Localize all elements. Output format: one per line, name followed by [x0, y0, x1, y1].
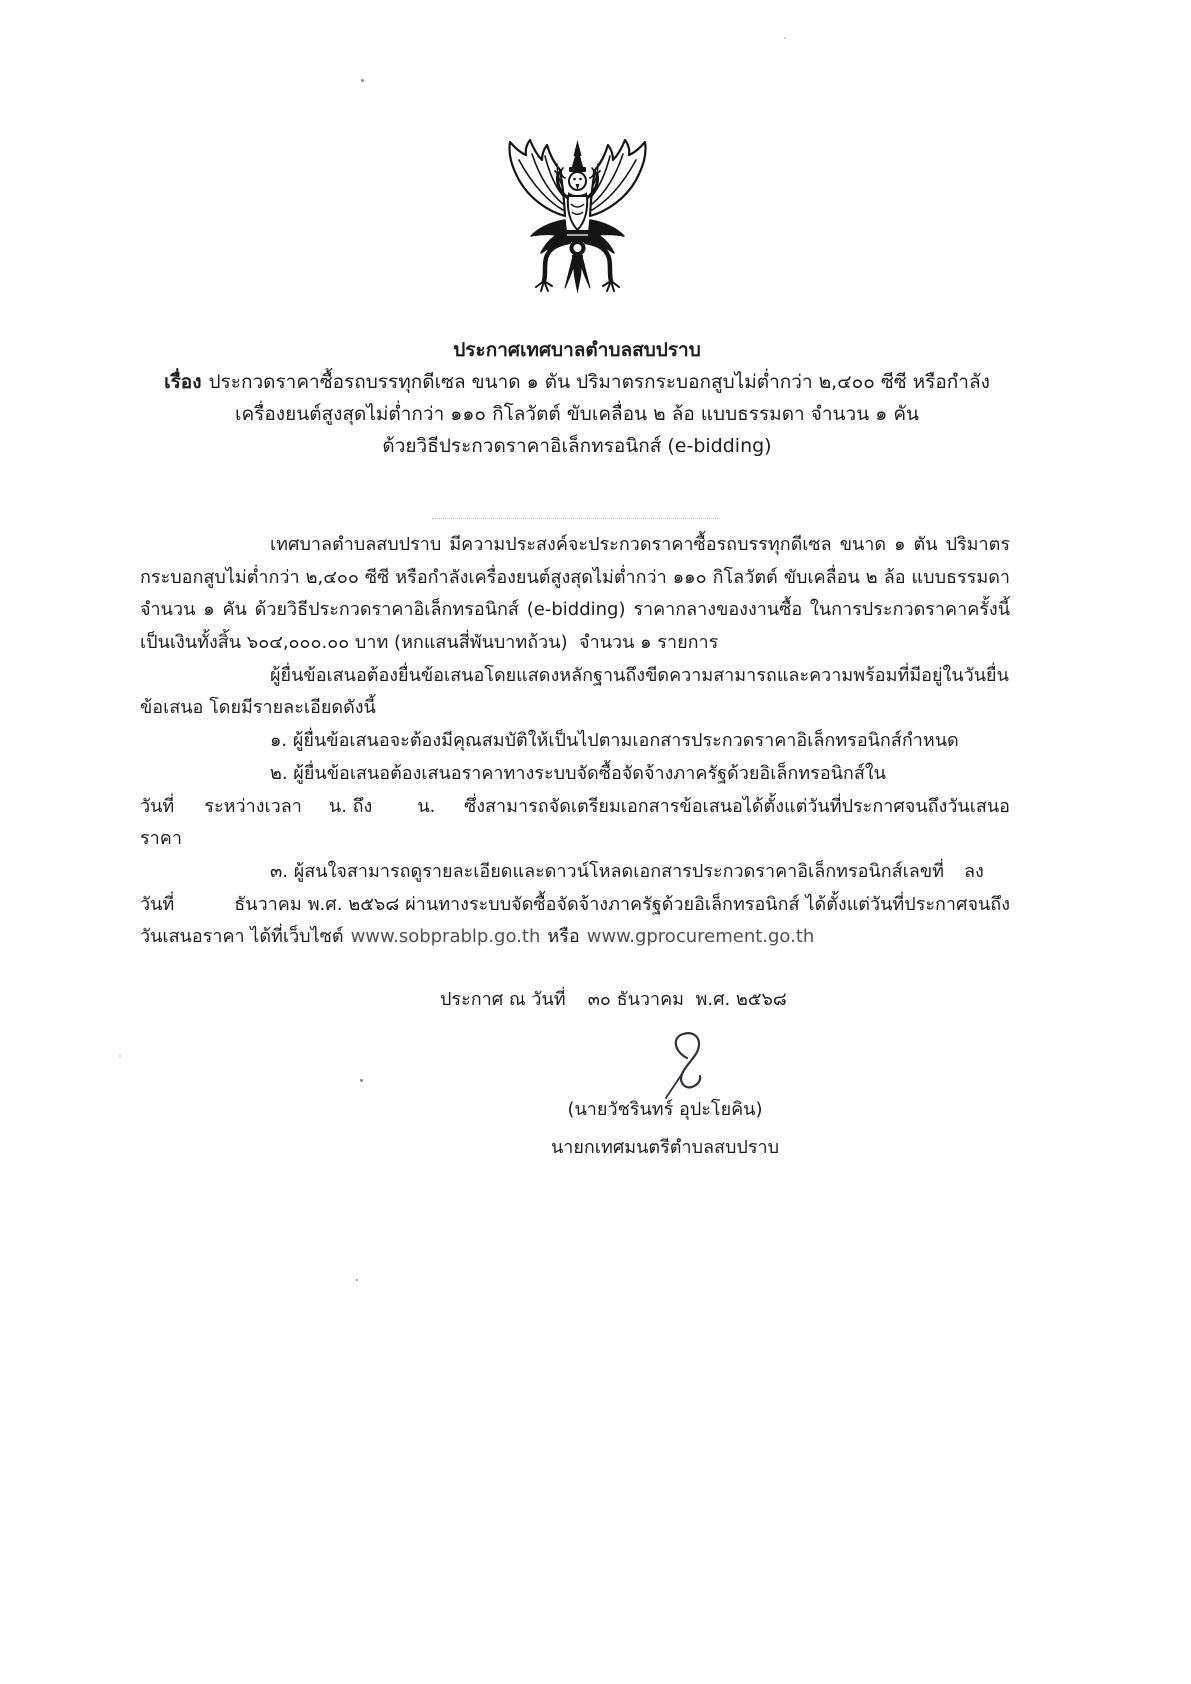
garuda-right-half: [580, 140, 646, 291]
intro-line: จำนวน ๑ คัน ด้วยวิธีประกวดราคาอิเล็กทรอนิกส์ (e-bidding) ราคากลางของงานซื้อ ในการประกวดราคาครั้งนี้: [140, 599, 1010, 621]
time-to-label: น. ถึง: [328, 795, 373, 817]
signatory-name: (นายวัชรินทร์ อุปะโยคิน): [567, 1099, 763, 1120]
scan-speck: [356, 1279, 358, 1281]
signatory-block: [540, 1091, 790, 1167]
garuda-left-half: [509, 140, 575, 291]
signatory-position: นายกเทศมนตรีตำบลสบปราบ: [550, 1137, 780, 1158]
intro-line: เป็นเงินทั้งสิ้น ๖๐๔,๐๐๐.๐๐ บาท (หกแสนสี่พันบาทถ้วน) จำนวน ๑ รายการ: [140, 632, 719, 654]
subject-line: [140, 366, 1014, 398]
garuda-emblem: [505, 138, 650, 303]
date-label: วันที่: [140, 893, 175, 915]
document-number-label: ๓. ผู้สนใจสามารถดูรายละเอียดและดาวน์โหลดเอกสารประกวดราคาอิเล็กทรอนิกส์เลขที่: [270, 860, 945, 882]
intro-line: กระบอกสูบไม่ต่ำกว่า ๒,๔๐๐ ซีซี หรือกำลังเครื่องยนต์สูงสุดไม่ต่ำกว่า ๑๑๐ กิโลวัตต์ ขับเคลื่อน ๒ ล้อ แบบธรรมดา: [140, 566, 1010, 588]
requirements-line: ข้อเสนอ โดยมีรายละเอียดดังนี้: [140, 697, 376, 719]
date-label: วันที่: [140, 795, 175, 817]
item-3-date-line: [140, 889, 1010, 922]
subject-line: ด้วยวิธีประกวดราคาอิเล็กทรอนิกส์ (e-bidding): [382, 435, 772, 457]
subject-text: ประกวดราคาซื้อรถบรรทุกดีเซล ขนาด ๑ ตัน ปริมาตรกระบอกสูบไม่ต่ำกว่า ๒,๔๐๐ ซีซี หรือกำลัง: [208, 371, 990, 393]
separator-line: [432, 518, 720, 519]
download-period-text: ธันวาคม พ.ศ. ๒๕๖๘ ผ่านทางระบบจัดซื้อจัดจ้างภาครัฐด้วยอิเล็กทรอนิกส์ ได้ตั้งแต่วันที่ประกาศจนถึง: [234, 893, 1010, 915]
announcement-body: [140, 529, 1010, 954]
announced-date: ๓๐ ธันวาคม พ.ศ. ๒๕๖๘: [587, 989, 787, 1010]
dated-label: ลง: [964, 860, 984, 882]
announcement-header: [140, 334, 1014, 462]
scan-speck: [784, 37, 786, 39]
subject-label: เรื่อง: [164, 371, 202, 393]
item-3-website-line: [140, 921, 1010, 954]
item-1-line: ๑. ผู้ยื่นข้อเสนอจะต้องมีคุณสมบัติให้เป็นไปตามเอกสารประกวดราคาอิเล็กทรอนิกส์กำหนด: [270, 730, 959, 752]
subject-line: เครื่องยนต์สูงสุดไม่ต่ำกว่า ๑๑๐ กิโลวัตต์ ขับเคลื่อน ๒ ล้อ แบบธรรมดา จำนวน ๑ คัน: [234, 403, 920, 425]
item-2-schedule-line: [140, 791, 1010, 824]
time-range-label: ระหว่างเวลา: [204, 795, 302, 817]
item-2-line: ๒. ผู้ยื่นข้อเสนอต้องเสนอราคาทางระบบจัดซื้อจัดจ้างภาครัฐด้วยอิเล็กทรอนิกส์ใน: [270, 762, 886, 784]
or-label: หรือ: [547, 926, 580, 948]
schedule-text: น. ซึ่งสามารถจัดเตรียมเอกสารข้อเสนอได้ตั้งแต่วันที่ประกาศจนถึงวันเสนอ: [417, 795, 1010, 817]
announcement-date: [440, 984, 787, 1016]
garuda-center: [561, 140, 594, 294]
scan-speck: [360, 1079, 363, 1082]
requirements-line: ผู้ยื่นข้อเสนอต้องยื่นข้อเสนอโดยแสดงหลักฐานถึงขีดความสามารถและความพร้อมที่มีอยู่ในวันยื่น: [270, 664, 1009, 686]
page-title: ประกาศเทศบาลตำบลสบปราบ: [453, 339, 701, 361]
scan-speck: [361, 79, 364, 82]
website-label: วันเสนอราคา ได้ที่เว็บไซต์: [140, 926, 344, 948]
gprocurement-website: www.gprocurement.go.th: [586, 926, 815, 948]
announced-label: ประกาศ ณ วันที่: [440, 989, 566, 1010]
item-3-line: [140, 856, 1010, 889]
municipality-website: www.sobprablp.go.th: [350, 926, 541, 948]
item-2-line: ราคา: [140, 828, 182, 850]
scan-speck: [119, 1055, 121, 1057]
intro-line: เทศบาลตำบลสบปราบ มีความประสงค์จะประกวดราคาซื้อรถบรรทุกดีเซล ขนาด ๑ ตัน ปริมาตร: [270, 534, 1010, 555]
